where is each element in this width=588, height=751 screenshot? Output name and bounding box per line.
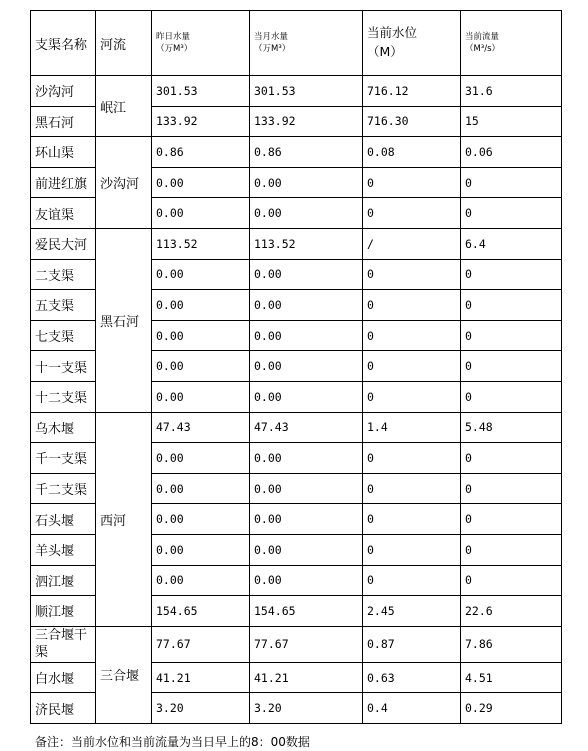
yesterday-volume-cell: 3.20 — [152, 693, 250, 724]
flow-rate-cell: 0.06 — [461, 137, 562, 168]
yesterday-volume-cell: 0.00 — [152, 167, 250, 198]
water-data-table — [30, 10, 562, 724]
flow-rate-cell: 0.29 — [461, 693, 562, 724]
water-level-cell: 0 — [363, 534, 461, 565]
flow-rate-cell: 0 — [461, 259, 562, 290]
yesterday-volume-cell: 0.00 — [152, 290, 250, 321]
flow-rate-cell: 0 — [461, 320, 562, 351]
month-volume-cell: 0.00 — [250, 167, 363, 198]
river-cell: 三合堰 — [96, 626, 152, 723]
month-volume-cell: 3.20 — [250, 693, 363, 724]
branch-name-cell: 乌木堰 — [31, 412, 96, 443]
water-level-cell: 0.4 — [363, 693, 461, 724]
header-level-label: 当前水位 — [367, 25, 418, 41]
table-row — [31, 412, 562, 443]
river-cell: 西河 — [96, 412, 152, 626]
header-level-unit: （M） — [367, 44, 403, 59]
month-volume-cell: 0.00 — [250, 259, 363, 290]
table-body — [31, 76, 562, 724]
header-river: 河流 — [96, 11, 152, 76]
water-level-cell: 0 — [363, 290, 461, 321]
branch-name-cell: 石头堰 — [31, 504, 96, 535]
month-volume-cell: 113.52 — [250, 228, 363, 259]
water-level-cell: 0.87 — [363, 626, 461, 662]
flow-rate-cell: 15 — [461, 106, 562, 137]
month-volume-cell: 0.00 — [250, 443, 363, 474]
water-level-cell: 0 — [363, 351, 461, 382]
yesterday-volume-cell: 113.52 — [152, 228, 250, 259]
water-level-cell: 0.08 — [363, 137, 461, 168]
branch-name-cell: 七支渠 — [31, 320, 96, 351]
header-yesterday-volume — [152, 11, 250, 76]
header-flow-unit: （M³/s） — [465, 44, 501, 54]
water-level-cell: 1.4 — [363, 412, 461, 443]
header-yesterday-label: 昨日水量 — [156, 31, 191, 42]
river-cell: 岷江 — [96, 76, 152, 137]
yesterday-volume-cell: 0.00 — [152, 443, 250, 474]
month-volume-cell: 47.43 — [250, 412, 363, 443]
water-level-cell: 0 — [363, 320, 461, 351]
month-volume-cell: 77.67 — [250, 626, 363, 662]
water-level-cell: 0 — [363, 198, 461, 229]
yesterday-volume-cell: 0.00 — [152, 320, 250, 351]
header-month-volume — [250, 11, 363, 76]
yesterday-volume-cell: 0.00 — [152, 198, 250, 229]
month-volume-cell: 154.65 — [250, 596, 363, 627]
yesterday-volume-cell: 0.00 — [152, 381, 250, 412]
yesterday-volume-cell: 77.67 — [152, 626, 250, 662]
flow-rate-cell: 0 — [461, 443, 562, 474]
yesterday-volume-cell: 0.00 — [152, 259, 250, 290]
month-volume-cell: 0.00 — [250, 504, 363, 535]
water-level-cell: 0 — [363, 565, 461, 596]
branch-name-cell: 环山渠 — [31, 137, 96, 168]
yesterday-volume-cell: 0.00 — [152, 473, 250, 504]
flow-rate-cell: 0 — [461, 565, 562, 596]
header-month-label: 当月水量 — [254, 31, 289, 42]
flow-rate-cell: 0 — [461, 473, 562, 504]
water-level-cell: 0 — [363, 443, 461, 474]
water-level-cell: 716.12 — [363, 76, 461, 107]
branch-name-cell: 二支渠 — [31, 259, 96, 290]
flow-rate-cell: 22.6 — [461, 596, 562, 627]
branch-name-cell: 十二支渠 — [31, 381, 96, 412]
header-branch: 支渠名称 — [31, 11, 96, 76]
header-yesterday-unit: （万M³） — [156, 44, 193, 54]
water-level-cell: 2.45 — [363, 596, 461, 627]
branch-name-cell: 前进红旗 — [31, 167, 96, 198]
branch-name-cell: 友谊渠 — [31, 198, 96, 229]
branch-name-cell: 羊头堰 — [31, 534, 96, 565]
yesterday-volume-cell: 301.53 — [152, 76, 250, 107]
river-cell: 沙沟河 — [96, 137, 152, 229]
water-level-cell: 0 — [363, 504, 461, 535]
flow-rate-cell: 0 — [461, 534, 562, 565]
header-flow-label: 当前流量 — [465, 31, 500, 42]
water-level-cell: 0 — [363, 473, 461, 504]
month-volume-cell: 41.21 — [250, 662, 363, 693]
yesterday-volume-cell: 41.21 — [152, 662, 250, 693]
flow-rate-cell: 0 — [461, 504, 562, 535]
table-row — [31, 228, 562, 259]
yesterday-volume-cell: 47.43 — [152, 412, 250, 443]
flow-rate-cell: 0 — [461, 167, 562, 198]
flow-rate-cell: 0 — [461, 381, 562, 412]
branch-name-cell: 千二支渠 — [31, 473, 96, 504]
yesterday-volume-cell: 0.00 — [152, 565, 250, 596]
branch-name-cell: 白水堰 — [31, 662, 96, 693]
branch-name-cell: 三合堰干渠 — [31, 626, 96, 662]
header-month-unit: （万M³） — [254, 44, 291, 54]
header-row — [31, 11, 562, 76]
flow-rate-cell: 6.4 — [461, 228, 562, 259]
water-level-cell: 0 — [363, 381, 461, 412]
water-level-cell: 0 — [363, 167, 461, 198]
yesterday-volume-cell: 0.00 — [152, 504, 250, 535]
flow-rate-cell: 7.86 — [461, 626, 562, 662]
water-level-cell: 0.63 — [363, 662, 461, 693]
yesterday-volume-cell: 0.00 — [152, 534, 250, 565]
branch-name-cell: 泗江堰 — [31, 565, 96, 596]
branch-name-cell: 济民堰 — [31, 693, 96, 724]
month-volume-cell: 0.00 — [250, 565, 363, 596]
branch-name-cell: 沙沟河 — [31, 76, 96, 107]
month-volume-cell: 0.00 — [250, 290, 363, 321]
month-volume-cell: 133.92 — [250, 106, 363, 137]
flow-rate-cell: 5.48 — [461, 412, 562, 443]
branch-name-cell: 爱民大河 — [31, 228, 96, 259]
water-level-cell: / — [363, 228, 461, 259]
table-row — [31, 76, 562, 107]
month-volume-cell: 0.00 — [250, 473, 363, 504]
flow-rate-cell: 0 — [461, 290, 562, 321]
table-row — [31, 137, 562, 168]
month-volume-cell: 301.53 — [250, 76, 363, 107]
month-volume-cell: 0.00 — [250, 198, 363, 229]
yesterday-volume-cell: 0.86 — [152, 137, 250, 168]
yesterday-volume-cell: 0.00 — [152, 351, 250, 382]
month-volume-cell: 0.00 — [250, 320, 363, 351]
table-header — [31, 11, 562, 76]
header-flow-rate — [461, 11, 562, 76]
month-volume-cell: 0.00 — [250, 381, 363, 412]
flow-rate-cell: 31.6 — [461, 76, 562, 107]
flow-rate-cell: 4.51 — [461, 662, 562, 693]
river-cell: 黑石河 — [96, 228, 152, 412]
water-level-cell: 0 — [363, 259, 461, 290]
footnote: 备注：当前水位和当前流量为当日早上的8：00数据 — [35, 735, 310, 749]
month-volume-cell: 0.00 — [250, 534, 363, 565]
branch-name-cell: 黑石河 — [31, 106, 96, 137]
branch-name-cell: 五支渠 — [31, 290, 96, 321]
month-volume-cell: 0.00 — [250, 351, 363, 382]
header-water-level — [363, 11, 461, 76]
flow-rate-cell: 0 — [461, 351, 562, 382]
month-volume-cell: 0.86 — [250, 137, 363, 168]
branch-name-cell: 顺江堰 — [31, 596, 96, 627]
yesterday-volume-cell: 154.65 — [152, 596, 250, 627]
table-row — [31, 626, 562, 662]
flow-rate-cell: 0 — [461, 198, 562, 229]
branch-name-cell: 千一支渠 — [31, 443, 96, 474]
yesterday-volume-cell: 133.92 — [152, 106, 250, 137]
water-level-cell: 716.30 — [363, 106, 461, 137]
branch-name-cell: 十一支渠 — [31, 351, 96, 382]
